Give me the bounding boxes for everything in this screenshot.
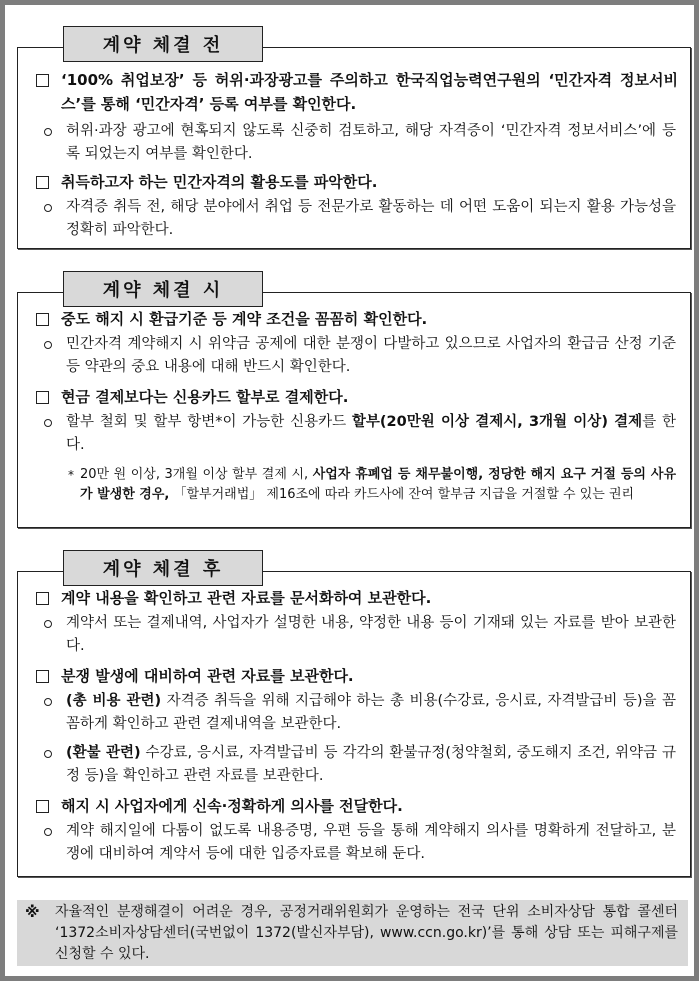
section-title: 계약 체결 시 [63, 271, 263, 307]
checkbox-square-icon [36, 391, 49, 404]
section-before-contract [17, 35, 691, 249]
bullet-circle-icon [44, 698, 52, 706]
checklist-heading: 취득하고자 하는 민간자격의 활용도를 파악한다. [36, 170, 678, 194]
section-after-contract [17, 559, 691, 877]
checkbox-square-icon [36, 592, 49, 605]
checkbox-square-icon [36, 800, 49, 813]
bullet-item: 할부 철회 및 할부 항변*이 가능한 신용카드 할부(20만원 이상 결제시, 3개월 이상) 결제를 한다. [44, 411, 676, 457]
bullet-item: (총 비용 관련) 자격증 취득을 위해 지급해야 하는 총 비용(수강료, 응시료, 자격발급비 등)을 꼼꼼하게 확인하고 관련 결제내역을 보관한다. [44, 690, 676, 736]
bullet-item: 허위·과장 광고에 현혹되지 않도록 신중히 검토하고, 해당 자격증이 ‘민간자격 정보서비스’에 등록 되었는지 여부를 확인한다. [44, 120, 676, 166]
bullet-circle-icon [44, 620, 52, 628]
bullet-circle-icon [44, 204, 52, 212]
footer-notice: ※ 자율적인 분쟁해결이 어려운 경우, 공정거래위원회가 운영하는 전국 단위 소비자상담 통합 콜센터 ‘1372소비자상담센터(국번없이 1372(발신자부담), www.ccn.go.kr)’를 통해 상담 또는 피해구제를 신청할 수 있다. [17, 900, 688, 966]
bullet-circle-icon [44, 341, 52, 349]
checklist-heading: 현금 결제보다는 신용카드 할부로 결제한다. [36, 385, 678, 409]
bullet-item: (환불 관련) 수강료, 응시료, 자격발급비 등 각각의 환불규정(청약철회, 중도해지 조건, 위약금 규정 등)을 확인하고 관련 자료를 보관한다. [44, 742, 676, 788]
checkbox-square-icon [36, 670, 49, 683]
bullet-circle-icon [44, 128, 52, 136]
bullet-circle-icon [44, 828, 52, 836]
checklist-heading: 해지 시 사업자에게 신속·정확하게 의사를 전달한다. [36, 794, 678, 818]
checklist-heading: 계약 내용을 확인하고 관련 자료를 문서화하여 보관한다. [36, 586, 678, 610]
section-title: 계약 체결 전 [63, 26, 263, 62]
bullet-item: 민간자격 계약해지 시 위약금 공제에 대한 분쟁이 다발하고 있으므로 사업자의 환급금 산정 기준 등 약관의 중요 내용에 대해 반드시 확인한다. [44, 333, 676, 379]
section-title: 계약 체결 후 [63, 550, 263, 586]
bullet-item: 자격증 취득 전, 해당 분야에서 취업 등 전문가로 활동하는 데 어떤 도움이 되는지 활용 가능성을 정확히 파악한다. [44, 196, 676, 242]
checklist-heading: 분쟁 발생에 대비하여 관련 자료를 보관한다. [36, 664, 678, 688]
reference-mark-icon: ※ [25, 903, 40, 921]
checkbox-square-icon [36, 176, 49, 189]
bullet-circle-icon [44, 419, 52, 427]
bullet-item: 계약서 또는 결제내역, 사업자가 설명한 내용, 약정한 내용 등이 기재돼 있는 자료를 받아 보관한다. [44, 612, 676, 658]
bullet-item: 계약 해지일에 다툼이 없도록 내용증명, 우편 등을 통해 계약해지 의사를 명확하게 전달하고, 분쟁에 대비하여 계약서 등에 대한 입증자료를 확보해 둔다. [44, 820, 676, 866]
section-at-contract [17, 280, 691, 528]
checklist-heading: 중도 해지 시 환급기준 등 계약 조건을 꼼꼼히 확인한다. [36, 307, 678, 331]
checklist-heading: ‘100% 취업보장’ 등 허위·과장광고를 주의하고 한국직업능력연구원의 ‘민간자격 정보서비스’를 통해 ‘민간자격’ 등록 여부를 확인한다. [36, 68, 678, 116]
footnote: * 20만 원 이상, 3개월 이상 할부 결제 시, 사업자 휴폐업 등 채무불이행, 정당한 해지 요구 거절 등의 사유가 발생한 경우, 「할부거래법」 제16조에 따라 카드사에 잔여 할부금 지급을 거절할 수 있는 권리 [68, 467, 677, 502]
bullet-circle-icon [44, 750, 52, 758]
checkbox-square-icon [36, 74, 49, 87]
checkbox-square-icon [36, 313, 49, 326]
